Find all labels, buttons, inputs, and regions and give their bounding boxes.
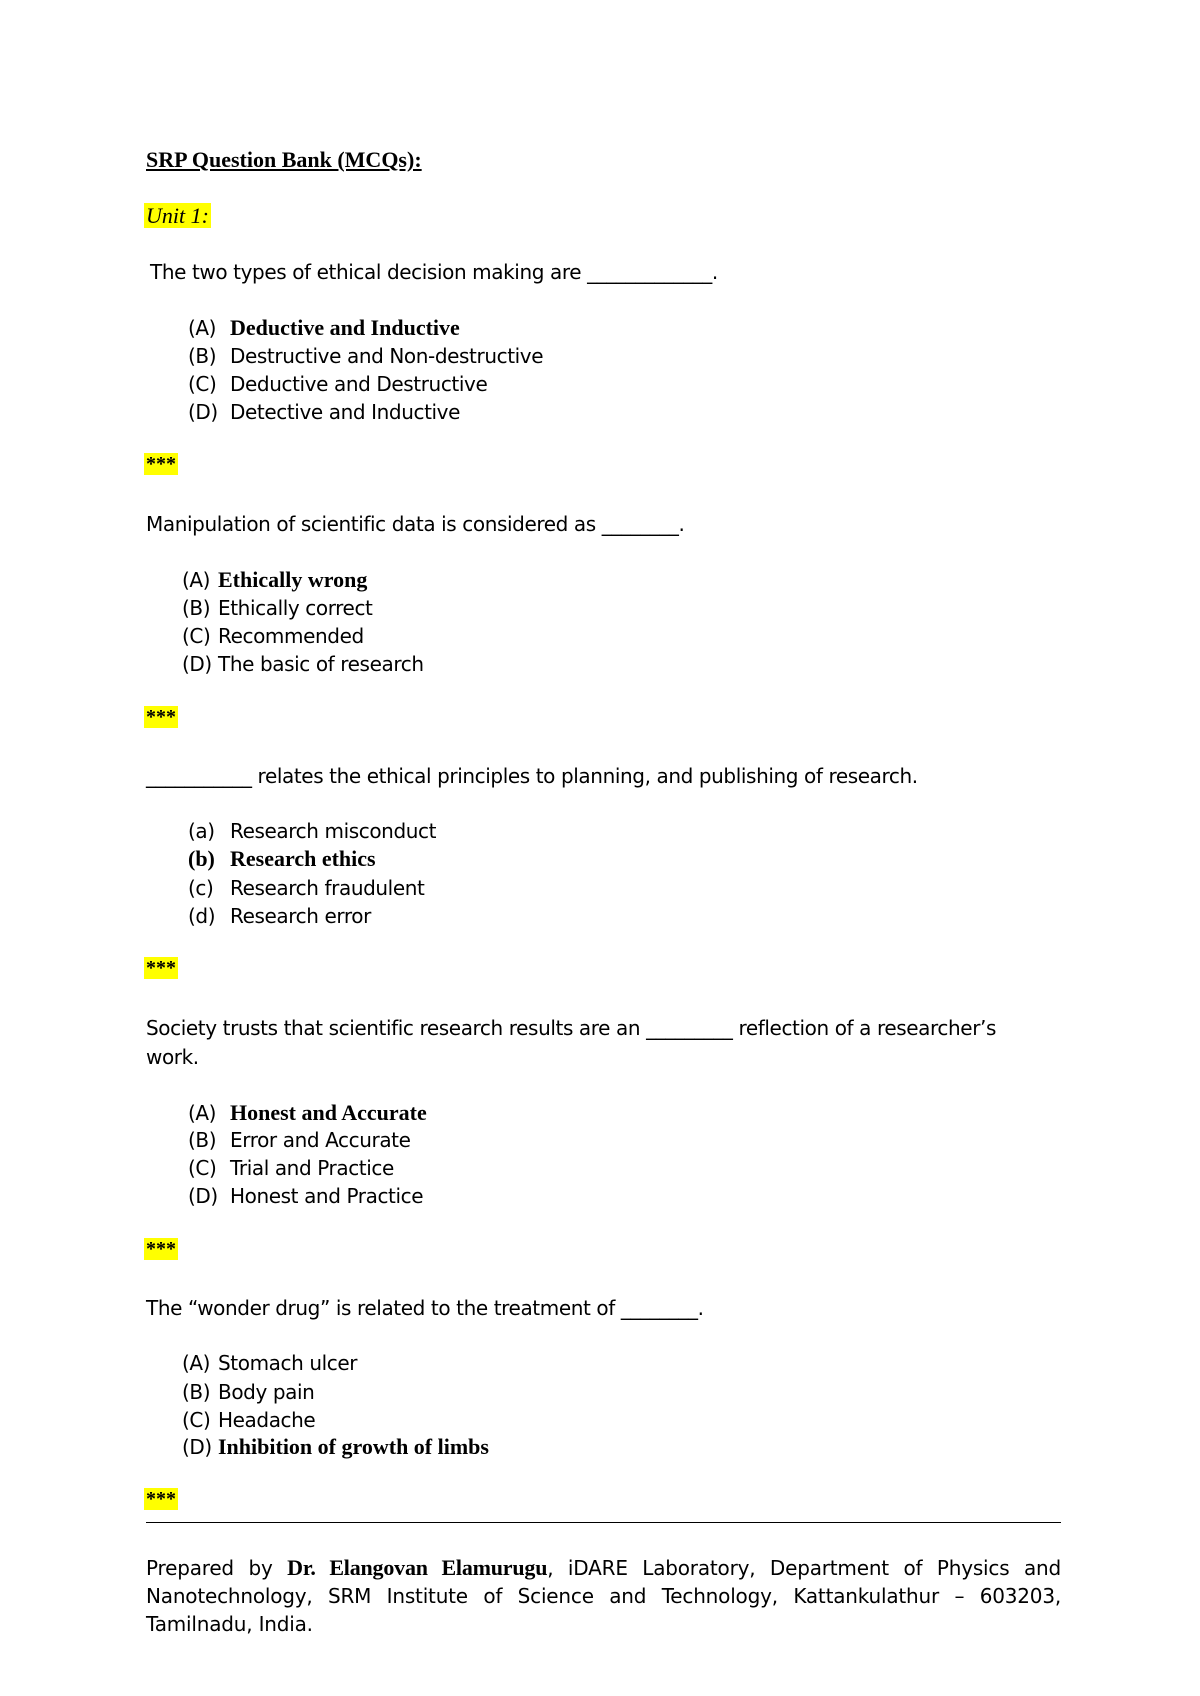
question-3-option-a: (a) Research misconduct (188, 819, 437, 843)
question-1-option-b: (B) Destructive and Non-destructive (188, 344, 544, 368)
separator-5: *** (146, 1488, 176, 1510)
question-1-option-a: (A) Deductive and Inductive (188, 315, 460, 340)
question-4-option-d: (D) Honest and Practice (188, 1184, 424, 1208)
question-2-option-c: (C) Recommended (182, 624, 364, 648)
question-1-option-c: (C) Deductive and Destructive (188, 372, 488, 396)
question-4-text-line-1: Society trusts that scientific research results are an _________ reflection of a researcher’s (146, 1016, 996, 1040)
unit-heading (144, 203, 211, 229)
question-3-text: ___________ relates the ethical principles to planning, and publishing of research. (146, 764, 918, 788)
question-2-option-b: (B) Ethically correct (182, 596, 373, 620)
question-3-option-c: (c) Research fraudulent (188, 876, 425, 900)
question-3-option-b: (b) Research ethics (188, 846, 376, 871)
question-5-option-d: (D) Inhibition of growth of limbs (182, 1434, 489, 1459)
question-3-option-d: (d) Research error (188, 904, 371, 928)
question-5-option-b: (B) Body pain (182, 1380, 315, 1404)
separator-1: *** (146, 453, 176, 475)
separator-4: *** (146, 1238, 176, 1260)
question-5-option-a: (A) Stomach ulcer (182, 1351, 358, 1375)
question-4-option-a: (A) Honest and Accurate (188, 1100, 427, 1125)
footer-credit (146, 1554, 1061, 1638)
question-2-option-a: (A) Ethically wrong (182, 567, 368, 592)
question-2-text: Manipulation of scientific data is considered as ________. (146, 512, 685, 536)
separator-2: *** (146, 706, 176, 728)
footer-rule (146, 1522, 1061, 1523)
footer-author: Dr. Elangovan Elamurugu (287, 1555, 548, 1580)
footer-prefix: Prepared by (146, 1556, 273, 1580)
question-4-option-b: (B) Error and Accurate (188, 1128, 411, 1152)
question-1-option-d: (D) Detective and Inductive (188, 400, 461, 424)
question-2-option-d: (D) The basic of research (182, 652, 424, 676)
document-title: SRP Question Bank (MCQs): (146, 147, 422, 172)
question-5-option-c: (C) Headache (182, 1408, 316, 1432)
question-4-option-c: (C) Trial and Practice (188, 1156, 394, 1180)
question-4-text-line-2: work. (146, 1045, 199, 1069)
question-5-text: The “wonder drug” is related to the treatment of ________. (146, 1296, 704, 1320)
separator-3: *** (146, 957, 176, 979)
footer-affiliation: , iDARE Laboratory, Department of Physics and Nanotechnology, SRM Institute of Science and Technology, Kattankulathur – 603203, Tamilnadu, India. (146, 1556, 1061, 1636)
unit-label: Unit 1: (146, 203, 209, 228)
question-1-text: The two types of ethical decision making are _____________. (150, 260, 718, 284)
